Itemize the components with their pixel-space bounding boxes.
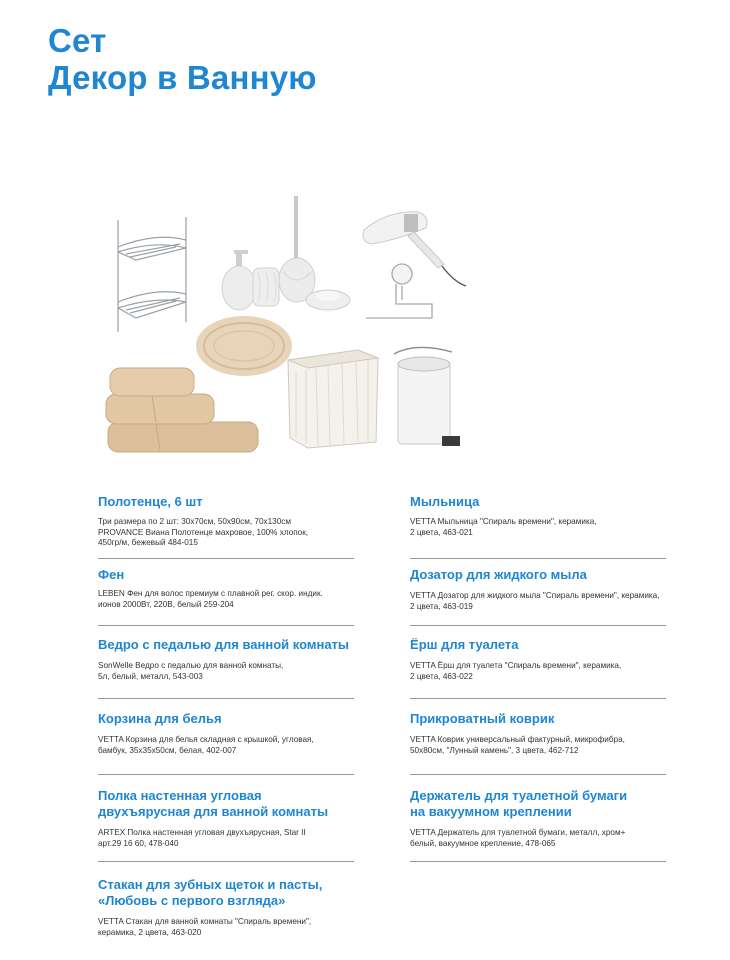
- divider: [410, 698, 666, 699]
- product-desc-line: арт.29 16 60, 478-040: [98, 838, 179, 848]
- towels-image: [106, 368, 258, 452]
- product-name: Дозатор для жидкого мыла: [410, 567, 587, 582]
- product-towels: [98, 494, 366, 549]
- hair-dryer-image: [363, 212, 466, 286]
- product-name: Ведро с педалью для ванной комнаты: [98, 637, 350, 652]
- corner-shelf-image: [118, 217, 186, 332]
- product-desc-line: бамбук, 35х35х50см, белая, 402-007: [98, 745, 237, 755]
- product-desc-line: LEBEN Фен для волос премиум с плавной рег. скор. индик.: [98, 589, 323, 598]
- product-desc-line: VETTA Коврик универсальный фактурный, микрофибра,: [410, 735, 625, 744]
- product-name-line: Стакан для зубных щеток и пасты,: [98, 877, 323, 892]
- divider: [410, 861, 666, 862]
- product-toilet-brush: [410, 637, 678, 682]
- product-desc-line: ионов 2000Вт, 220В, белый 259-204: [98, 599, 234, 609]
- product-desc-line: VETTA Стакан для ванной комнаты "Спираль времени",: [98, 917, 312, 926]
- product-desc-line: Три размера по 2 шт: 30х70см, 50х90см, 70х130см: [98, 517, 291, 526]
- product-desc-line: 50х80см, "Лунный камень", 3 цвета, 462-712: [410, 745, 579, 755]
- bath-mat-image: [196, 316, 292, 376]
- divider: [410, 774, 666, 775]
- product-name-line: на вакуумном креплении: [410, 804, 572, 819]
- divider: [410, 625, 666, 626]
- soap-dispenser-image: [222, 250, 256, 310]
- product-soap-dispenser: [410, 567, 678, 612]
- product-desc-line: VETTA Ёрш для туалета "Спираль времени", керамика,: [410, 661, 622, 670]
- divider: [98, 625, 354, 626]
- product-name-line: «Любовь с первого взгляда»: [98, 893, 286, 908]
- divider: [98, 558, 354, 559]
- product-name-line: Держатель для туалетной бумаги: [410, 788, 628, 803]
- title-line-1: Сет: [48, 22, 107, 59]
- product-desc-line: 5л, белый, металл, 543-003: [98, 671, 203, 681]
- product-name: Ёрш для туалета: [410, 637, 519, 652]
- soap-dish-image: [306, 290, 350, 310]
- divider: [410, 558, 666, 559]
- toilet-brush-image: [279, 196, 315, 302]
- product-desc-line: VETTA Держатель для туалетной бумаги, металл, хром+: [410, 828, 626, 837]
- pedal-bin-image: [394, 347, 460, 446]
- product-desc-line: PROVANCE Виана Полотенце махровое, 100% хлопок,: [98, 527, 309, 537]
- paper-holder-image: [366, 264, 432, 318]
- product-name-line: Полка настенная угловая: [98, 788, 262, 803]
- product-desc-line: 2 цвета, 463-022: [410, 671, 473, 681]
- page-title: [48, 22, 317, 96]
- tumbler-image: [253, 268, 279, 306]
- product-hair-dryer: [98, 567, 366, 610]
- product-desc-line: ARTEX Полка настенная угловая двухъярусная, Star II: [98, 828, 306, 837]
- divider: [98, 861, 354, 862]
- product-corner-shelf: [98, 788, 366, 849]
- product-desc-line: 450гр/м, бежевый 484-015: [98, 538, 198, 547]
- bathroom-set-illustration: [96, 192, 472, 454]
- title-line-2: Декор в Ванную: [48, 59, 317, 96]
- product-pedal-bin: [98, 637, 366, 682]
- product-name: Корзина для белья: [98, 711, 222, 726]
- product-desc-line: VETTA Корзина для белья складная с крышкой, угловая,: [98, 735, 314, 744]
- product-name: Полотенце, 6 шт: [98, 494, 203, 509]
- product-desc-line: VETTA Мыльница "Спираль времени", керамика,: [410, 517, 597, 526]
- laundry-basket-image: [288, 350, 378, 448]
- divider: [98, 698, 354, 699]
- product-paper-holder: [410, 788, 678, 849]
- product-desc-line: 2 цвета, 463-019: [410, 601, 473, 611]
- product-name: Прикроватный коврик: [410, 711, 555, 726]
- product-tumbler: [98, 877, 366, 938]
- product-name: Фен: [98, 567, 125, 582]
- product-desc-line: 2 цвета, 463-021: [410, 527, 473, 537]
- product-name-line: двухъярусная для ванной комнаты: [98, 804, 329, 819]
- product-laundry-basket: [98, 711, 366, 756]
- product-soap-dish: [410, 494, 678, 538]
- product-name: Мыльница: [410, 494, 480, 509]
- product-desc-line: VETTA Дозатор для жидкого мыла "Спираль времени", керамика,: [410, 591, 660, 600]
- product-desc-line: керамика, 2 цвета, 463-020: [98, 927, 202, 937]
- divider: [98, 774, 354, 775]
- product-desc-line: SonWelle Ведро с педалью для ванной комнаты,: [98, 661, 284, 670]
- product-bath-mat: [410, 711, 678, 756]
- product-desc-line: белый, вакуумное крепление, 478-065: [410, 838, 556, 848]
